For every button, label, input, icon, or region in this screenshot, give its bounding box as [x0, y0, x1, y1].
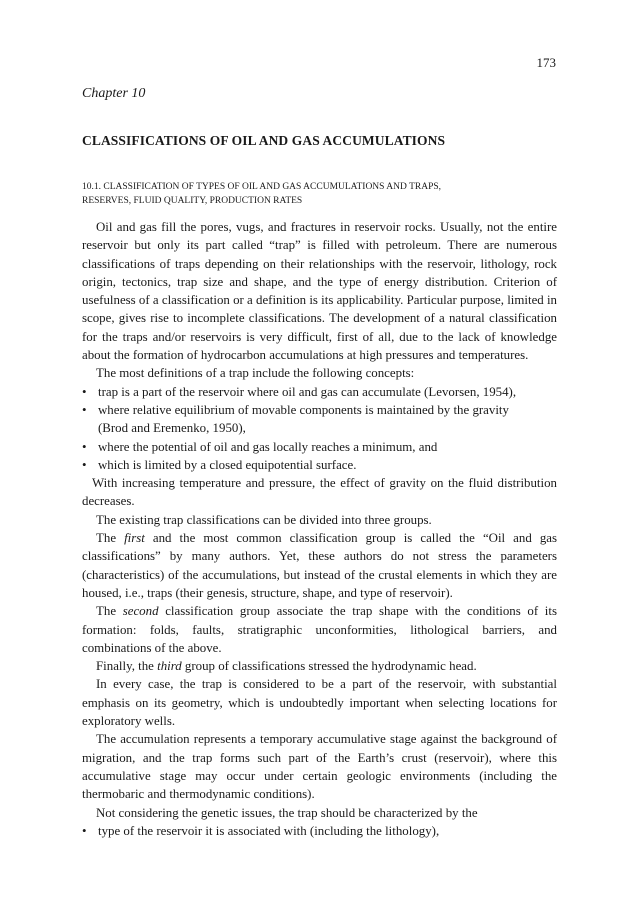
section-heading — [82, 181, 557, 208]
section-heading-line-2: RESERVES, FLUID QUALITY, PRODUCTION RATES — [82, 195, 303, 206]
list-item — [82, 438, 557, 456]
section-heading-line-1: 10.1. CLASSIFICATION OF TYPES OF OIL AND GAS ACCUMULATIONS AND TRAPS, — [82, 182, 442, 192]
bullet-icon: • — [82, 457, 87, 472]
paragraph-second-group: The second classification group associate the trap shape with the conditions of its formation: folds, faults, stratigraphic unconformities, lithological barriers, and combinations of the above. — [82, 604, 557, 655]
paragraph-first-group: The first and the most common classification group is called the “Oil and gas classifications” by many authors. Yet, these authors do not stress the parameters (characteristics) of the accumulations, but instead of the crustal elements in which they are housed, i.e., traps (their genesis, structure, shape, and type of reservoir). — [82, 531, 557, 600]
emphasis-first: first — [124, 531, 145, 546]
list-item — [82, 822, 557, 840]
emphasis-second: second — [122, 604, 159, 619]
list-item — [82, 401, 557, 419]
list-item-continuation: (Brod and Eremenko, 1950), — [98, 421, 246, 436]
list-item-text: where relative equilibrium of movable components is maintained by the gravity — [98, 402, 509, 417]
bullet-icon: • — [82, 439, 87, 454]
bullet-icon: • — [82, 402, 87, 417]
list-item-text: which is limited by a closed equipotential surface. — [98, 457, 357, 472]
paragraph-definitions-lead: The most definitions of a trap include the following concepts: — [96, 366, 415, 381]
bullet-icon: • — [82, 823, 87, 838]
list-item — [82, 383, 557, 401]
emphasis-third: third — [157, 659, 182, 674]
paragraph-every-case: In every case, the trap is considered to be a part of the reservoir, with substantial emphasis on its geometry, which is undoubtedly important when selecting locations for exploratory wells. — [82, 677, 557, 729]
paragraph-three-groups: The existing trap classifications can be divided into three groups. — [96, 512, 432, 527]
paragraph-genetic-issues: Not considering the genetic issues, the trap should be characterized by the — [96, 805, 478, 820]
paragraph-accumulation: The accumulation represents a temporary accumulative stage against the background of migration, and the trap forms such part of the Earth’s crust (reservoir), where this accumulative stage may occur under certain geologic environments (including the thermobaric and thermodynamic conditions). — [82, 732, 557, 802]
paragraph-gravity: With increasing temperature and pressure, the effect of gravity on the fluid distribution decreases. — [82, 476, 557, 509]
paragraph-intro: Oil and gas fill the pores, vugs, and fractures in reservoir rocks. Usually, not the entire reservoir but only its part called “trap” is filled with petroleum. There are numerous classifications of traps depending on their relationships with the reservoir, lithology, rock origin, tectonics, trap size and shape, and the type of energy distribution. Criterion of usefulness of a classification or a definition is its applicability. Particular purpose, limited in scope, gives rise to incomplete classifications. The development of a natural classification for the traps and/or reservoirs is very difficult, first of all, due to the lack of knowledge about the formation of hydrocarbon accumulations at high pressures and temperatures. — [82, 220, 557, 363]
list-item-text: trap is a part of the reservoir where oil and gas can accumulate (Levorsen, 1954), — [98, 384, 517, 399]
chapter-title: CLASSIFICATIONS OF OIL AND GAS ACCUMULATIONS — [82, 133, 446, 148]
list-item-text: type of the reservoir it is associated with (including the lithology), — [98, 823, 440, 838]
page-number: 173 — [536, 55, 556, 70]
chapter-label: Chapter 10 — [82, 86, 146, 101]
list-item — [82, 456, 557, 474]
paragraph-third-group: Finally, the third group of classifications stressed the hydrodynamic head. — [96, 659, 477, 674]
bullet-icon: • — [82, 384, 87, 399]
body-text — [82, 218, 557, 840]
list-item-text: where the potential of oil and gas locally reaches a minimum, and — [98, 439, 438, 454]
